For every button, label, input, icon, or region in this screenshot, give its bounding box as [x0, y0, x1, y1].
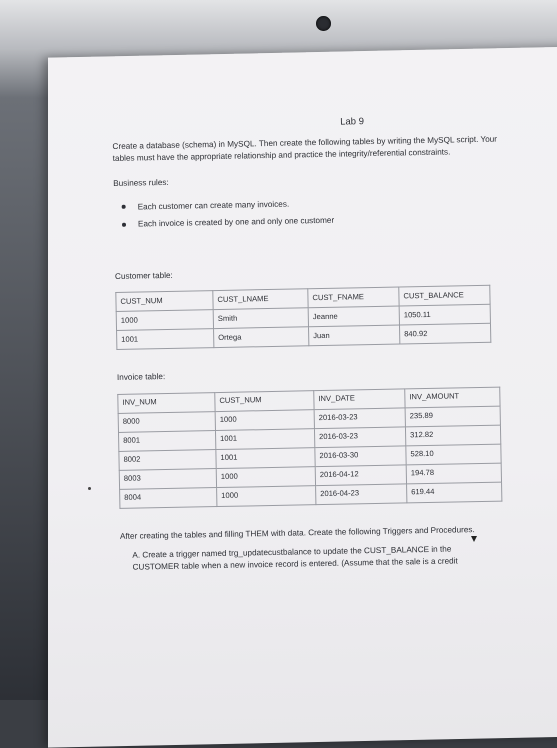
table-cell: 1000 [217, 485, 316, 506]
table-cell: 235.89 [405, 406, 500, 427]
column-header: CUST_NUM [215, 390, 314, 411]
table-cell: Jeanne [308, 306, 399, 327]
list-item [122, 194, 534, 213]
column-header: INV_DATE [314, 389, 405, 410]
after-tables-paragraph: After creating the tables and filling THEM with data. Create the following Triggers and Procedures. [119, 524, 475, 541]
task-item-a: A. Create a trigger named trg_updatecustbalance to update the CUST_BALANCE in the CUSTOMER table when a new invoice record is entered. (Assume that the sale is a credit [132, 544, 458, 572]
customer-table [115, 285, 491, 350]
rule-text: Each customer can create many invoices. [137, 199, 290, 212]
intro-paragraph: Create a database (schema) in MySQL. Then create the following tables by writing the MySQL script. Your tables must have the appropriate relationship and practice the integrity/referential constraints. [112, 134, 498, 163]
rules-heading: Business rules: [113, 178, 169, 189]
table-cell: 8002 [119, 449, 216, 470]
margin-mark [88, 487, 91, 490]
table-cell: 1050.11 [399, 304, 490, 325]
column-header: CUST_FNAME [308, 287, 399, 308]
mouse-cursor-icon [471, 536, 477, 542]
document-page [112, 112, 541, 581]
table-cell: 2016-04-12 [315, 465, 406, 486]
table-cell: Juan [309, 325, 400, 346]
column-header: INV_AMOUNT [405, 387, 500, 408]
column-header: CUST_LNAME [213, 289, 308, 310]
table-cell: 1000 [116, 310, 213, 331]
table-cell: 8003 [119, 468, 216, 489]
table-cell: 528.10 [406, 444, 501, 465]
table-cell: 1001 [215, 428, 314, 449]
table-cell: 8001 [118, 430, 215, 451]
table-cell: 619.44 [407, 482, 502, 503]
table-cell: 1001 [216, 447, 315, 468]
table-cell: 312.82 [405, 425, 500, 446]
table-cell: 2016-04-23 [316, 484, 407, 505]
column-header: CUST_NUM [116, 291, 213, 312]
table-cell: 840.92 [399, 323, 490, 344]
table-cell: 8000 [118, 411, 215, 432]
customer-table-label: Customer table: [114, 270, 173, 281]
rule-text: Each invoice is created by one and only one customer [137, 215, 335, 229]
list-item [122, 211, 534, 230]
table-cell: 2016-03-30 [315, 446, 406, 467]
invoice-table [117, 386, 502, 508]
table-cell: 8004 [120, 487, 217, 508]
table-cell: 1000 [216, 466, 315, 487]
invoice-table-label: Invoice table: [116, 372, 166, 383]
table-cell: 2016-03-23 [314, 408, 405, 429]
column-header: CUST_BALANCE [399, 285, 490, 306]
column-header: INV_NUM [118, 392, 215, 413]
rules-list [122, 194, 534, 231]
table-cell: 1000 [215, 409, 314, 430]
table-cell: Smith [213, 308, 308, 329]
table-cell: 2016-03-23 [314, 427, 405, 448]
bullet-icon [122, 205, 126, 209]
table-cell: 1001 [117, 329, 214, 350]
monitor-top-frame [0, 0, 557, 48]
table-cell: 194.78 [406, 463, 501, 484]
table-cell: Ortega [214, 327, 309, 348]
bullet-icon [122, 223, 126, 227]
page-title: Lab 9 [340, 116, 365, 128]
webcam-icon [316, 16, 331, 31]
